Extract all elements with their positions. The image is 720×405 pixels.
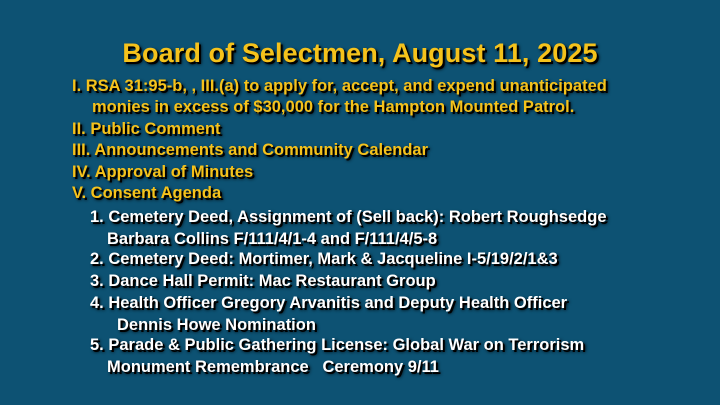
agenda-item-1-line-1: I. RSA 31:95-b, , III.(a) to apply for, accept, and expend unanticipated <box>72 77 607 95</box>
agenda-item-2: II. Public Comment <box>72 120 221 138</box>
consent-item-3: 3. Dance Hall Permit: Mac Restaurant Group <box>90 272 436 290</box>
agenda-item-3: III. Announcements and Community Calendar <box>72 141 429 159</box>
agenda-item-4: IV. Approval of Minutes <box>72 163 254 181</box>
consent-item-2: 2. Cemetery Deed: Mortimer, Mark & Jacqueline I-5/19/2/1&3 <box>90 250 558 268</box>
agenda-item-1-line-2: monies in excess of $30,000 for the Hampton Mounted Patrol. <box>92 98 575 116</box>
consent-item-1-line-1: 1. Cemetery Deed, Assignment of (Sell back): Robert Roughsedge <box>90 208 607 226</box>
consent-item-5-line-2: Monument Remembrance Ceremony 9/11 <box>107 358 439 376</box>
consent-item-4-line-1: 4. Health Officer Gregory Arvanitis and Deputy Health Officer <box>90 294 568 312</box>
consent-item-5-line-1: 5. Parade & Public Gathering License: Global War on Terrorism <box>90 336 585 354</box>
consent-item-1-line-2: Barbara Collins F/111/4/1-4 and F/111/4/5-8 <box>107 230 438 248</box>
consent-item-4-line-2: Dennis Howe Nomination <box>117 316 316 334</box>
slide-title: Board of Selectmen, August 11, 2025 <box>122 38 598 68</box>
agenda-item-5: V. Consent Agenda <box>72 184 222 202</box>
